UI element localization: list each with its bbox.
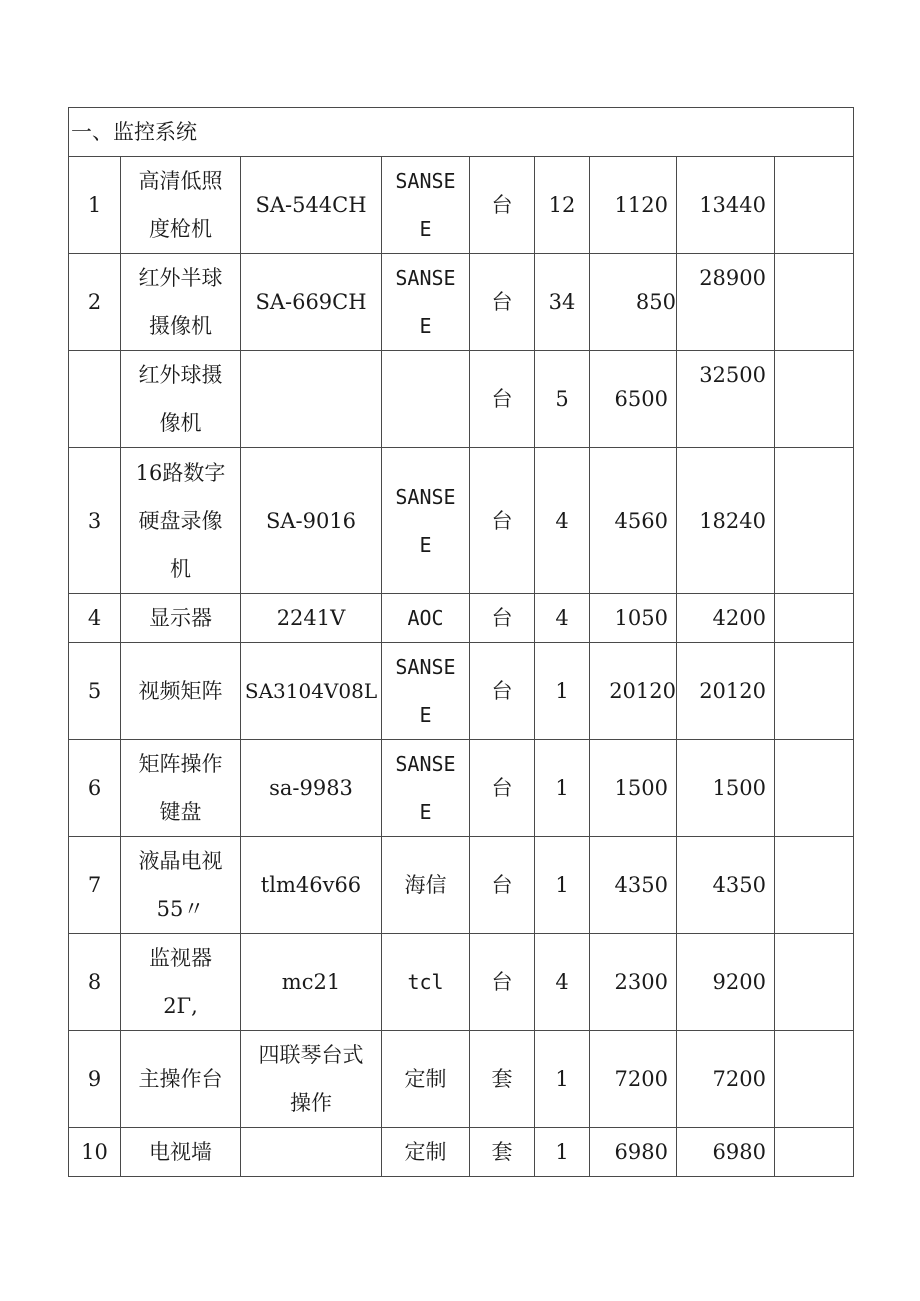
- item-note: [775, 934, 854, 1031]
- row-number: [69, 351, 121, 448]
- item-note: [775, 1128, 854, 1177]
- item-price: 6500: [590, 351, 677, 448]
- item-unit: 套: [470, 1031, 535, 1128]
- table-row: [69, 643, 854, 740]
- item-price: 850: [590, 254, 677, 351]
- item-price: 4560: [590, 448, 677, 594]
- item-unit: 台: [470, 740, 535, 837]
- table-row: [69, 1128, 854, 1177]
- item-name: 矩阵操作 键盘: [121, 740, 241, 837]
- item-price: 20120: [590, 643, 677, 740]
- item-name: 红外半球 摄像机: [121, 254, 241, 351]
- item-model: tlm46v66: [241, 837, 382, 934]
- item-model: 四联琴台式 操作: [241, 1031, 382, 1128]
- item-name: 16路数字 硬盘录像 机: [121, 448, 241, 594]
- item-model: [241, 1128, 382, 1177]
- item-brand: SANSE E: [382, 157, 470, 254]
- item-qty: 1: [535, 837, 590, 934]
- equipment-table: [68, 107, 854, 1177]
- item-name: 显示器: [121, 594, 241, 643]
- item-brand: SANSE E: [382, 448, 470, 594]
- table-row: [69, 448, 854, 594]
- item-total: 4200: [677, 594, 775, 643]
- item-model: SA-9016: [241, 448, 382, 594]
- item-qty: 1: [535, 740, 590, 837]
- item-note: [775, 254, 854, 351]
- item-qty: 4: [535, 594, 590, 643]
- item-total: 6980: [677, 1128, 775, 1177]
- item-unit: 套: [470, 1128, 535, 1177]
- item-brand: AOC: [382, 594, 470, 643]
- item-total: 28900: [677, 254, 775, 351]
- item-total: 9200: [677, 934, 775, 1031]
- item-note: [775, 351, 854, 448]
- table-row: [69, 157, 854, 254]
- item-note: [775, 643, 854, 740]
- item-model: SA3104V08L: [241, 643, 382, 740]
- item-name: 红外球摄 像机: [121, 351, 241, 448]
- item-total: 20120: [677, 643, 775, 740]
- row-number: 10: [69, 1128, 121, 1177]
- item-model: mc21: [241, 934, 382, 1031]
- item-price: 1050: [590, 594, 677, 643]
- item-brand: 定制: [382, 1031, 470, 1128]
- item-brand: [382, 351, 470, 448]
- table-row: [69, 1031, 854, 1128]
- item-model: sa-9983: [241, 740, 382, 837]
- item-total: 1500: [677, 740, 775, 837]
- item-unit: 台: [470, 643, 535, 740]
- row-number: 1: [69, 157, 121, 254]
- table-row: [69, 934, 854, 1031]
- row-number: 7: [69, 837, 121, 934]
- item-qty: 4: [535, 934, 590, 1031]
- item-note: [775, 837, 854, 934]
- item-price: 2300: [590, 934, 677, 1031]
- item-total: 7200: [677, 1031, 775, 1128]
- item-model: 2241V: [241, 594, 382, 643]
- item-brand: SANSE E: [382, 254, 470, 351]
- item-price: 1120: [590, 157, 677, 254]
- item-unit: 台: [470, 254, 535, 351]
- item-model: SA-669CH: [241, 254, 382, 351]
- item-unit: 台: [470, 157, 535, 254]
- item-qty: 5: [535, 351, 590, 448]
- item-brand: tcl: [382, 934, 470, 1031]
- item-model: SA-544CH: [241, 157, 382, 254]
- item-model: [241, 351, 382, 448]
- table-row: [69, 594, 854, 643]
- item-note: [775, 157, 854, 254]
- section-title: 一、监控系统: [69, 108, 854, 157]
- table-row: [69, 837, 854, 934]
- item-brand: 海信: [382, 837, 470, 934]
- item-price: 6980: [590, 1128, 677, 1177]
- item-unit: 台: [470, 351, 535, 448]
- row-number: 3: [69, 448, 121, 594]
- item-qty: 1: [535, 1031, 590, 1128]
- item-price: 4350: [590, 837, 677, 934]
- item-note: [775, 740, 854, 837]
- row-number: 5: [69, 643, 121, 740]
- item-note: [775, 1031, 854, 1128]
- table-row: [69, 740, 854, 837]
- item-name: 主操作台: [121, 1031, 241, 1128]
- item-total: 4350: [677, 837, 775, 934]
- item-total: 18240: [677, 448, 775, 594]
- item-note: [775, 594, 854, 643]
- item-brand: 定制: [382, 1128, 470, 1177]
- row-number: 8: [69, 934, 121, 1031]
- item-qty: 1: [535, 643, 590, 740]
- section-header-row: [69, 108, 854, 157]
- item-qty: 1: [535, 1128, 590, 1177]
- item-name: 监视器 2Γ,: [121, 934, 241, 1031]
- item-unit: 台: [470, 934, 535, 1031]
- item-qty: 34: [535, 254, 590, 351]
- item-note: [775, 448, 854, 594]
- row-number: 4: [69, 594, 121, 643]
- item-qty: 4: [535, 448, 590, 594]
- item-total: 32500: [677, 351, 775, 448]
- table-row: [69, 351, 854, 448]
- item-name: 视频矩阵: [121, 643, 241, 740]
- row-number: 9: [69, 1031, 121, 1128]
- row-number: 6: [69, 740, 121, 837]
- item-price: 1500: [590, 740, 677, 837]
- item-unit: 台: [470, 448, 535, 594]
- table-row: [69, 254, 854, 351]
- item-unit: 台: [470, 594, 535, 643]
- item-unit: 台: [470, 837, 535, 934]
- item-brand: SANSE E: [382, 643, 470, 740]
- item-qty: 12: [535, 157, 590, 254]
- equipment-table-sheet: [68, 107, 854, 1177]
- item-name: 高清低照 度枪机: [121, 157, 241, 254]
- item-name: 液晶电视 55〃: [121, 837, 241, 934]
- item-name: 电视墙: [121, 1128, 241, 1177]
- item-brand: SANSE E: [382, 740, 470, 837]
- item-price: 7200: [590, 1031, 677, 1128]
- item-total: 13440: [677, 157, 775, 254]
- row-number: 2: [69, 254, 121, 351]
